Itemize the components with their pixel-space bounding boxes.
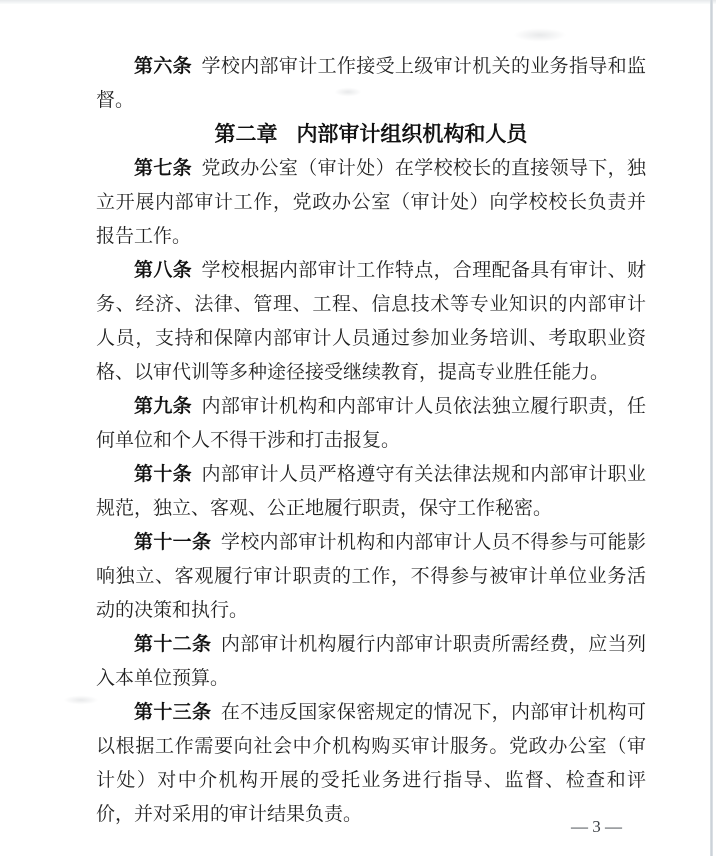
article-paragraph	[96, 458, 646, 526]
document-body	[96, 50, 646, 832]
article-text: 党政办公室（审计处）在学校校长的直接领导下，独立开展内部审计工作，党政办公室（审计处）向学校校长负责并报告工作。	[96, 158, 646, 247]
page-number: — 3 —	[571, 817, 622, 836]
article-number: 第七条	[134, 158, 193, 179]
article-paragraph	[96, 526, 646, 628]
article-number: 第十三条	[134, 702, 212, 723]
scan-edge-top	[0, 0, 716, 4]
article-number: 第六条	[134, 56, 193, 77]
article-text: 内部审计人员严格遵守有关法律法规和内部审计职业规范，独立、客观、公正地履行职责，保守工作秘密。	[96, 464, 646, 519]
chapter-number: 第二章	[214, 123, 278, 146]
article-paragraph	[96, 390, 646, 458]
article-number: 第十条	[134, 464, 193, 485]
article-text: 学校根据内部审计工作特点，合理配备具有审计、财务、经济、法律、管理、工程、信息技术等专业知识的内部审计人员，支持和保障内部审计人员通过参加业务培训、考取职业资格、以审代训等多种途径接受继续教育，提高专业胜任能力。	[96, 260, 646, 383]
article-number: 第十一条	[134, 532, 212, 553]
article-paragraph	[96, 152, 646, 254]
article-paragraph	[96, 628, 646, 696]
article-paragraph	[96, 50, 646, 118]
article-text: 学校内部审计机构和内部审计人员不得参与可能影响独立、客观履行审计职责的工作，不得参与被审计单位业务活动的决策和执行。	[96, 532, 646, 621]
article-text: 学校内部审计工作接受上级审计机关的业务指导和监督。	[96, 56, 646, 111]
article-number: 第九条	[134, 396, 193, 417]
article-paragraph	[96, 696, 646, 832]
scan-edge-right	[710, 0, 713, 856]
article-text: 内部审计机构和内部审计人员依法独立履行职责，任何单位和个人不得干涉和打击报复。	[96, 396, 646, 451]
article-text: 在不违反国家保密规定的情况下，内部审计机构可以根据工作需要向社会中介机构购买审计服务。党政办公室（审计处）对中介机构开展的受托业务进行指导、监督、检查和评价，并对采用的审计结果负责。	[96, 702, 646, 825]
chapter-title: 内部审计组织机构和人员	[296, 123, 528, 146]
article-paragraph	[96, 254, 646, 390]
article-number: 第八条	[134, 260, 193, 281]
article-text: 内部审计机构履行内部审计职责所需经费，应当列入本单位预算。	[96, 634, 646, 689]
scan-smudge	[505, 26, 575, 44]
chapter-heading	[96, 118, 646, 152]
article-number: 第十二条	[134, 634, 212, 655]
